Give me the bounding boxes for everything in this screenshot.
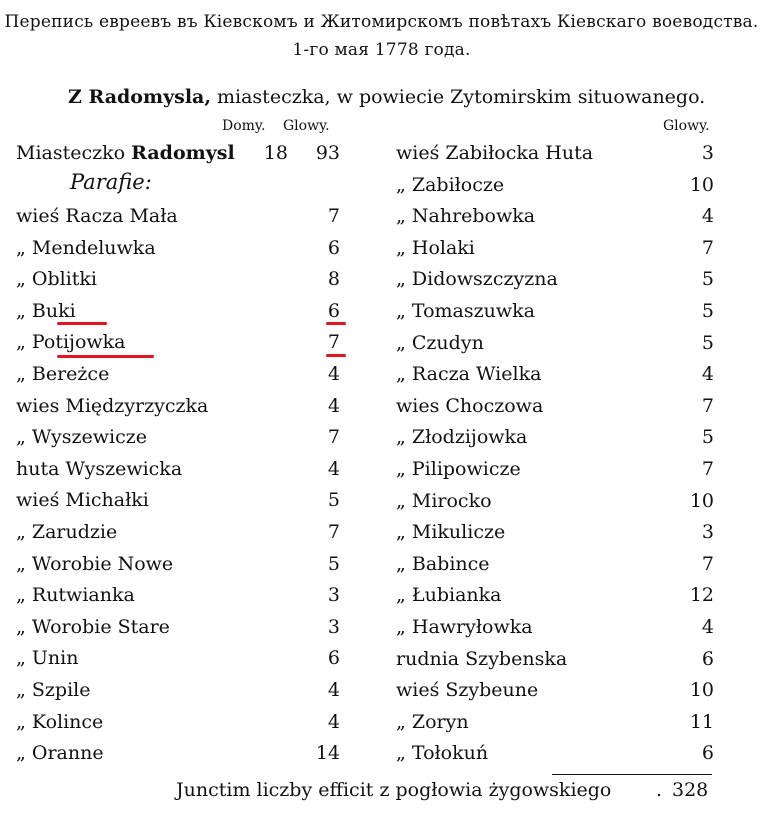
village-count: 5 [327, 489, 340, 512]
list-item [16, 201, 346, 231]
list-item [396, 233, 718, 263]
village-name: „ Racza Wielka [396, 363, 542, 386]
list-item [16, 359, 346, 389]
village-count: 3 [327, 584, 340, 607]
village-count: 6 [701, 742, 714, 765]
list-item [396, 170, 718, 200]
heading-town: Z Radomysla, [68, 86, 211, 108]
village-name: „ Łubianka [396, 584, 502, 607]
village-name: „ Wyszewicze [16, 426, 147, 449]
village-count: 4 [327, 363, 340, 385]
village-count: 4 [327, 710, 340, 733]
list-item [396, 517, 718, 547]
village-count: 10 [689, 679, 714, 702]
list-item [16, 233, 346, 263]
village-count: 4 [701, 363, 714, 386]
total-dots: . [656, 779, 663, 801]
list-item [16, 391, 346, 421]
village-name: „ Zoryn [396, 710, 469, 733]
village-count: 7 [701, 552, 714, 575]
village-count: 12 [689, 584, 714, 607]
list-item [16, 612, 346, 642]
list-item [16, 422, 346, 452]
village-name: „ Holaki [396, 236, 475, 259]
village-name: „ Mirocko [396, 489, 492, 512]
village-count: 3 [327, 615, 340, 638]
list-item [16, 485, 346, 515]
col-header-glowy-right: Glowy. [663, 118, 710, 134]
village-count: 5 [701, 300, 714, 322]
list-item [16, 454, 346, 484]
village-count: 6 [327, 647, 340, 670]
total-value: 328 [672, 779, 709, 801]
village-count: 5 [701, 426, 714, 449]
village-name: „ Mendeluwka [16, 236, 156, 259]
village-name: „ Pilipowicze [396, 458, 521, 480]
list-item [396, 486, 718, 516]
village-count: 6 [701, 647, 714, 670]
village-name: „ Oranne [16, 742, 104, 765]
village-name: wies Choczowa [396, 394, 544, 417]
village-name: wies Międzyrzyczka [16, 394, 209, 417]
parafie-label: Parafie: [70, 170, 152, 194]
village-count: 3 [701, 142, 714, 164]
village-count: 8 [327, 268, 340, 291]
list-item [396, 707, 718, 737]
village-name: wieś Zabiłocka Huta [396, 142, 594, 164]
town-prefix: Miasteczko [16, 142, 126, 164]
village-name: huta Wyszewicka [16, 457, 183, 480]
list-item [16, 643, 346, 673]
village-count: 10 [689, 173, 714, 196]
village-name: „ Szpile [16, 679, 91, 701]
list-item [16, 327, 346, 357]
highlight-buki-value [326, 322, 346, 325]
list-item [396, 328, 718, 358]
village-count: 5 [701, 331, 714, 354]
list-item [396, 391, 718, 421]
list-item [396, 264, 718, 294]
village-name: „ Zarudzie [16, 521, 118, 543]
list-item [396, 580, 718, 610]
village-count: 4 [701, 205, 714, 228]
village-name: „ Bereżce [16, 363, 110, 385]
village-name: „ Rutwianka [16, 584, 135, 607]
village-name: rudnia Szybenska [396, 647, 568, 670]
highlight-buki-name [57, 322, 107, 325]
village-name: „ Zabiłocze [396, 173, 505, 196]
list-item [16, 580, 346, 610]
list-item [396, 296, 718, 326]
village-count: 4 [327, 394, 340, 417]
town-label [16, 138, 235, 168]
list-item [16, 517, 346, 547]
village-name: „ Tołokuń [396, 742, 489, 765]
village-count: 7 [327, 205, 340, 227]
village-name: „ Unin [16, 647, 79, 670]
village-name: „ Złodzijowka [396, 426, 528, 449]
village-name: „ Czudyn [396, 331, 484, 354]
village-name: „ Didowszczyzna [396, 268, 558, 291]
town-domy: 18 [263, 142, 288, 164]
village-name: „ Buki [16, 299, 76, 322]
list-item [396, 422, 718, 452]
title-line-1: Перепись евреевъ въ Кіевскомъ и Житомирскомъ повѣтахъ Кіевскаго воеводства. [4, 12, 759, 32]
village-name: „ Babince [396, 552, 490, 575]
village-count: 6 [327, 236, 340, 259]
list-item [396, 549, 718, 579]
title-line-2: 1-го мая 1778 года. [292, 40, 471, 60]
village-name: „ Nahrebowka [396, 205, 536, 228]
village-name: „ Worobie Stare [16, 615, 170, 638]
list-item [396, 675, 718, 705]
town-glowy: 93 [315, 142, 340, 164]
town-row [16, 138, 346, 168]
list-item [396, 738, 718, 768]
village-count: 5 [701, 268, 714, 291]
village-count: 7 [327, 331, 340, 354]
village-name: „ Oblitki [16, 268, 98, 291]
village-count: 4 [327, 679, 340, 701]
village-count: 7 [701, 236, 714, 259]
list-item [396, 138, 718, 168]
col-header-glowy-left: Glowy. [283, 118, 330, 134]
village-name: „ Potijowka [16, 331, 126, 354]
village-count: 7 [701, 458, 714, 480]
village-name: „ Tomaszuwka [396, 300, 535, 322]
list-item [396, 612, 718, 642]
heading-description: miasteczka, w powiecie Zytomirskim situowanego. [217, 86, 706, 108]
list-item [16, 738, 346, 768]
list-item [16, 675, 346, 705]
village-count: 4 [701, 616, 714, 638]
village-name: „ Hawryłowka [396, 616, 533, 638]
col-header-domy: Domy. [222, 118, 266, 134]
village-count: 7 [327, 521, 340, 543]
sum-rule [552, 774, 712, 775]
village-count: 5 [327, 552, 340, 575]
village-count: 3 [701, 521, 714, 544]
list-item [16, 707, 346, 737]
village-count: 6 [327, 299, 340, 322]
list-item [396, 201, 718, 231]
village-name: wieś Szybeune [396, 679, 539, 702]
village-count: 11 [689, 710, 714, 733]
village-count: 4 [327, 457, 340, 480]
village-count: 7 [701, 394, 714, 417]
village-name: wieś Michałki [16, 489, 149, 512]
town-name: Radomysl [131, 142, 235, 164]
village-count: 10 [689, 489, 714, 512]
list-item [396, 644, 718, 674]
list-item [396, 359, 718, 389]
village-count: 7 [327, 426, 340, 449]
list-item [16, 549, 346, 579]
village-count: 14 [315, 742, 340, 765]
village-name: wieś Racza Mała [16, 205, 178, 227]
village-name: „ Mikulicze [396, 521, 506, 544]
village-name: „ Kolince [16, 710, 104, 733]
section-heading [68, 86, 705, 108]
list-item [16, 264, 346, 294]
village-name: „ Worobie Nowe [16, 552, 174, 575]
highlight-potijowka-name [57, 355, 154, 358]
list-item [396, 454, 718, 484]
total-label: Junctim liczby efficit z pogłowia żygowskiego [176, 779, 612, 801]
highlight-potijowka-value [326, 354, 346, 357]
